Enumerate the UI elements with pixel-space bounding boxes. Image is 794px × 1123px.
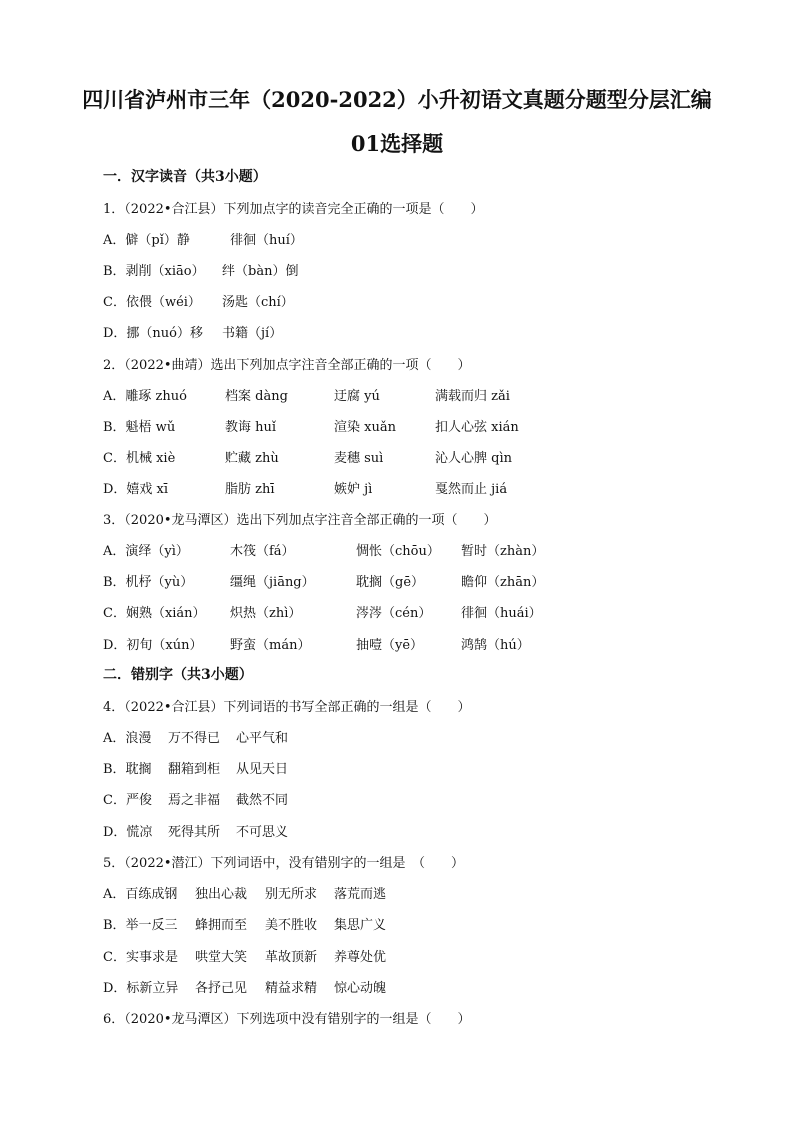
option-word: 焉之非福 (168, 793, 221, 808)
option-word: D．标新立异 (103, 981, 179, 996)
option-word: C．机械 xiè (103, 451, 176, 466)
section-heading-pronunciation: 一．汉字读音（共3小题） (103, 169, 267, 185)
option-word: 别无所求 (265, 887, 318, 902)
option-word: C．严俊 (103, 793, 152, 808)
option-word: 迂腐 yú (334, 389, 380, 404)
question-4-stem: 4．（2022•合江县）下列词语的书写全部正确的一组是（ ） (103, 700, 471, 715)
option-word: 不可思义 (236, 825, 289, 840)
option-word: A．百练成钢 (103, 887, 178, 902)
option-word: 抽噎（yē） (356, 638, 424, 653)
option-word: 脂肪 zhī (225, 482, 275, 497)
option-word: 落荒而逃 (334, 887, 387, 902)
question-3-stem: 3．（2020•龙马潭区）选出下列加点字注音全部正确的一项（ ） (103, 513, 497, 528)
option-word: C．依偎（wéi） (103, 295, 201, 310)
option-word: 耽搁（gē） (356, 575, 425, 590)
option-word: A．雕琢 zhuó (103, 389, 187, 404)
option-word: 贮藏 zhù (225, 451, 279, 466)
question-6-stem: 6．（2020•龙马潭区）下列选项中没有错别字的一组是（ ） (103, 1012, 471, 1027)
option-word: 书籍（jí） (222, 326, 283, 341)
option-word: A．演绎（yì） (103, 544, 189, 559)
option-word: 各抒己见 (195, 981, 248, 996)
option-word: 独出心裁 (195, 887, 248, 902)
option-word: 死得其所 (168, 825, 221, 840)
option-word: 汤匙（chí） (222, 295, 294, 310)
option-word: B．机杼（yù） (103, 575, 194, 590)
option-word: 徘徊（huí） (230, 233, 303, 248)
option-word: C．实事求是 (103, 950, 178, 965)
option-word: 木筏（fá） (230, 544, 295, 559)
option-word: 暂时（zhàn） (461, 544, 545, 559)
option-word: B．耽搁 (103, 762, 152, 777)
option-word: 沁人心脾 qìn (435, 451, 512, 466)
option-word: 精益求精 (265, 981, 318, 996)
section-heading-typos: 二．错别字（共3小题） (103, 667, 253, 683)
option-word: C．娴熟（xián） (103, 606, 206, 621)
option-word: A．浪漫 (103, 731, 152, 746)
option-word: D．初旬（xún） (103, 638, 203, 653)
option-word: 哄堂大笑 (195, 950, 248, 965)
option-word: 鸿鹄（hú） (461, 638, 530, 653)
option-word: 麦穗 suì (334, 451, 384, 466)
option-word: 美不胜收 (265, 918, 318, 933)
question-5-stem: 5．（2022•潜江）下列词语中，没有错别字的一组是 （ ） (103, 856, 465, 871)
option-word: 蜂拥而至 (195, 918, 248, 933)
option-word: 戛然而止 jiá (435, 482, 508, 497)
option-word: D．挪（nuó）移 (103, 326, 203, 341)
option-word: 野蛮（mán） (230, 638, 311, 653)
option-word: 从见天日 (236, 762, 289, 777)
option-word: 扣人心弦 xián (435, 420, 519, 435)
option-word: 涔涔（cén） (356, 606, 432, 621)
document-title: 四川省泸州市三年（2020-2022）小升初语文真题分题型分层汇编 (82, 87, 712, 112)
option-word: 万不得已 (168, 731, 221, 746)
option-word: 绊（bàn）倒 (222, 264, 299, 279)
question-1-stem: 1．（2022•合江县）下列加点字的读音完全正确的一项是（ ） (103, 202, 484, 217)
option-word: 缰绳（jiāng） (230, 575, 315, 590)
option-word: 惆怅（chōu） (356, 544, 440, 559)
option-word: 档案 dàng (225, 389, 288, 404)
option-word: 满载而归 zǎi (435, 389, 510, 404)
option-word: 徘徊（huái） (461, 606, 542, 621)
option-word: B．举一反三 (103, 918, 178, 933)
option-word: D．嬉戏 xī (103, 482, 169, 497)
option-word: 嫉妒 jì (334, 482, 373, 497)
option-word: 渲染 xuǎn (334, 420, 396, 435)
option-word: 教诲 huǐ (225, 420, 277, 435)
option-word: 惊心动魄 (334, 981, 387, 996)
option-word: 炽热（zhì） (230, 606, 302, 621)
option-word: A．僻（pǐ）静 (103, 233, 190, 248)
option-word: 集思广义 (334, 918, 387, 933)
option-word: B．魁梧 wǔ (103, 420, 176, 435)
option-word: 瞻仰（zhān） (461, 575, 545, 590)
option-word: 养尊处优 (334, 950, 387, 965)
option-word: 截然不同 (236, 793, 289, 808)
option-word: 革故顶新 (265, 950, 318, 965)
option-word: 心平气和 (236, 731, 289, 746)
option-word: D．慌凉 (103, 825, 153, 840)
option-word: B．剥削（xiāo） (103, 264, 205, 279)
document-subtitle: 01选择题 (350, 131, 444, 156)
option-word: 翻箱到柜 (168, 762, 221, 777)
question-2-stem: 2．（2022•曲靖）选出下列加点字注音全部正确的一项（ ） (103, 358, 471, 373)
